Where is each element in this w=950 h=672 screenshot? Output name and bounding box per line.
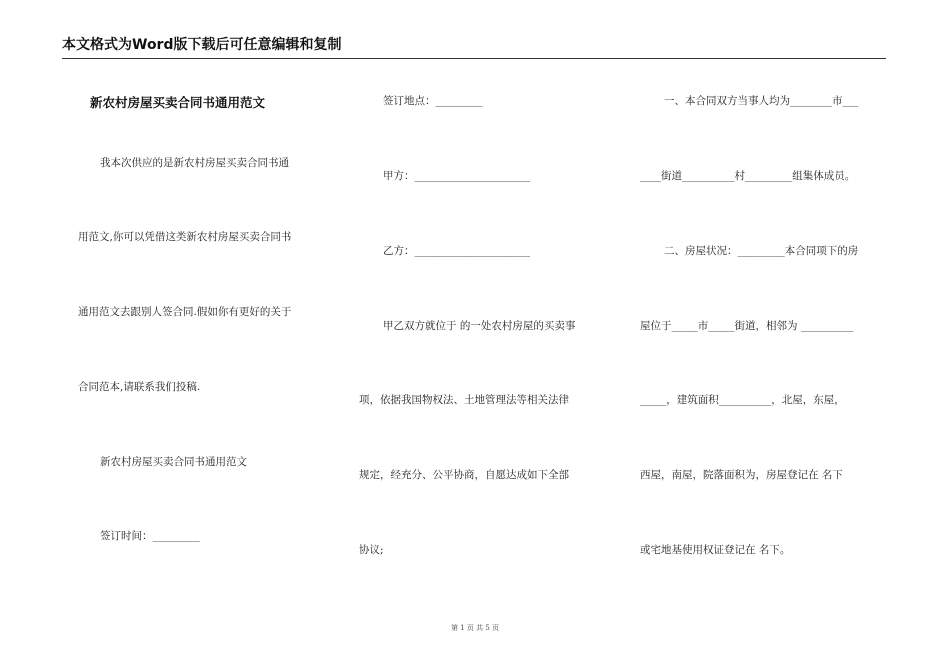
paragraph-line: 甲乙双方就位于 的一处农村房屋的买卖事 (383, 320, 576, 332)
document-title: 新农村房屋买卖合同书通用范文 (90, 95, 266, 110)
paragraph-line: _____，建筑面积__________，北屋，东屋， (640, 394, 845, 406)
party-b-line: 乙方：______________________ (383, 245, 530, 257)
party-a-line: 甲方：______________________ (383, 170, 530, 182)
page-number: 第 1 页 共 5 页 (450, 624, 500, 632)
paragraph-line: 或宅地基使用权证登记在 名下。 (640, 544, 791, 556)
paragraph-line: ____街道__________村_________组集体成员。 (640, 170, 856, 182)
paragraph-line: 协议; (359, 544, 384, 556)
paragraph-line: 我本次供应的是新农村房屋买卖合同书通 (100, 157, 289, 169)
paragraph-line: 二、房屋状况：_________本合同项下的房 (664, 245, 859, 257)
document-header: 本文格式为Word版下载后可任意编辑和复制 (62, 34, 886, 59)
paragraph-line: 一、本合同双方当事人均为________市___ (664, 95, 859, 107)
paragraph-line: 规定，经充分、公平协商，自愿达成如下全部 (359, 469, 569, 481)
paragraph-line: 合同范本,请联系我们投稿. (78, 381, 201, 393)
signing-place-line: 签订地点：_________ (383, 95, 483, 107)
paragraph-line: 用范文,你可以凭借这类新农村房屋买卖合同书 (78, 231, 292, 243)
paragraph-line: 屋位于_____市_____街道，相邻为 __________ (640, 320, 854, 332)
paragraph-line: 项，依据我国物权法、土地管理法等相关法律 (359, 394, 569, 406)
subtitle-line: 新农村房屋买卖合同书通用范文 (100, 456, 247, 468)
paragraph-line: 西屋，南屋，院落面积为，房屋登记在 名下 (640, 469, 843, 481)
paragraph-line: 通用范文去跟别人签合同.假如你有更好的关于 (78, 306, 292, 318)
signing-time-line: 签订时间：_________ (100, 530, 200, 542)
